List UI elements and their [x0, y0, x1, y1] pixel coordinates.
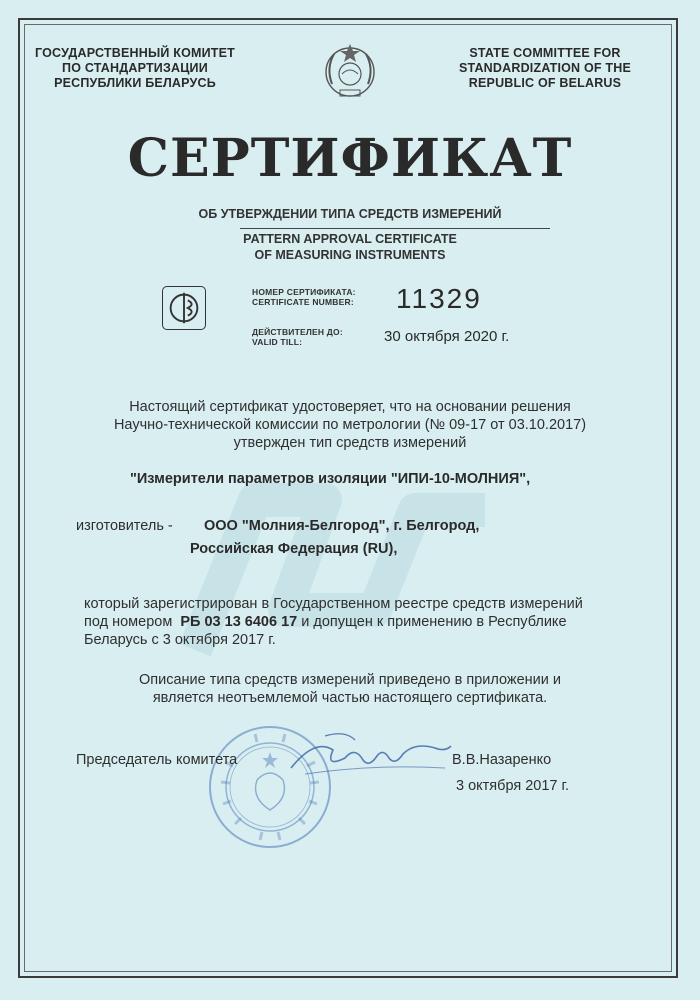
manufacturer-name: ООО "Молния-Белгород", г. Белгород, [204, 518, 480, 534]
instrument-name: "Измерители параметров изоляции "ИПИ-10-МОЛНИЯ", [130, 471, 531, 487]
manufacturer-country: Российская Федерация (RU), [190, 541, 398, 557]
certificate-number: 11329 [396, 283, 482, 314]
paragraph-line: Описание типа средств измерений приведено в приложении и [138, 672, 561, 688]
issuer-ru-line: ГОСУДАРСТВЕННЫЙ КОМИТЕТ [34, 46, 236, 60]
registry-paragraph [84, 595, 644, 649]
belarus-coat-of-arms-icon [318, 38, 382, 102]
issuer-name-en [440, 46, 650, 91]
subtitle-en-line: OF MEASURING INSTRUMENTS [254, 248, 446, 262]
issuer-en-line: STANDARDIZATION OF THE [459, 61, 631, 75]
valid-till-date: 30 октября 2020 г. [384, 328, 510, 345]
issuer-en-line: STATE COMMITTEE FOR [469, 46, 621, 60]
paragraph-line: который зарегистрирован в Государственном реестре средств измерений [84, 596, 583, 612]
document-title: СЕРТИФИКАТ [127, 128, 573, 189]
registry-number: РБ 03 13 6406 17 [180, 614, 298, 630]
issuer-name-ru [30, 46, 240, 91]
valid-till-label [252, 327, 343, 347]
paragraph-line: является неотъемлемой частью настоящего сертификата. [152, 690, 548, 706]
paragraph-line: утвержден тип средств измерений [233, 435, 467, 451]
paragraph-line: Беларусь с 3 октября 2017 г. [84, 632, 276, 648]
appendix-paragraph [0, 671, 700, 707]
valid-till-label-en: VALID TILL: [252, 337, 303, 347]
issuer-ru-line: ПО СТАНДАРТИЗАЦИИ [62, 61, 208, 75]
decision-paragraph [0, 398, 700, 452]
subtitle-ru: ОБ УТВЕРЖДЕНИИ ТИПА СРЕДСТВ ИЗМЕРЕНИЙ [198, 207, 502, 221]
stb-logo-icon [162, 286, 206, 330]
certificate-number-label-en: CERTIFICATE NUMBER: [252, 297, 354, 307]
signature-date: 3 октября 2017 г. [456, 778, 570, 794]
certificate-number-label-ru: НОМЕР СЕРТИФИКАТА: [252, 287, 356, 297]
subtitle-en [0, 231, 700, 263]
manufacturer-label: изготовитель - [76, 518, 173, 534]
certificate-number-label [252, 287, 356, 307]
handwritten-signature-icon [285, 728, 455, 778]
paragraph-line [84, 613, 644, 631]
paragraph-line: Научно-технической комиссии по метрологии (№ 09-17 от 03.10.2017) [113, 417, 587, 433]
valid-till-label-ru: ДЕЙСТВИТЕЛЕН ДО: [252, 327, 343, 337]
registry-prefix: под номером [84, 614, 173, 630]
signatory-role: Председатель комитета [76, 752, 238, 768]
subtitle-divider [240, 228, 550, 229]
signatory-name: В.В.Назаренко [452, 752, 552, 768]
issuer-en-line: REPUBLIC OF BELARUS [468, 76, 622, 90]
registry-suffix: и допущен к применению в Республике [301, 614, 567, 630]
subtitle-en-line: PATTERN APPROVAL CERTIFICATE [243, 232, 457, 246]
issuer-ru-line: РЕСПУБЛИКИ БЕЛАРУСЬ [54, 76, 216, 90]
paragraph-line: Настоящий сертификат удостоверяет, что на основании решения [129, 399, 571, 415]
